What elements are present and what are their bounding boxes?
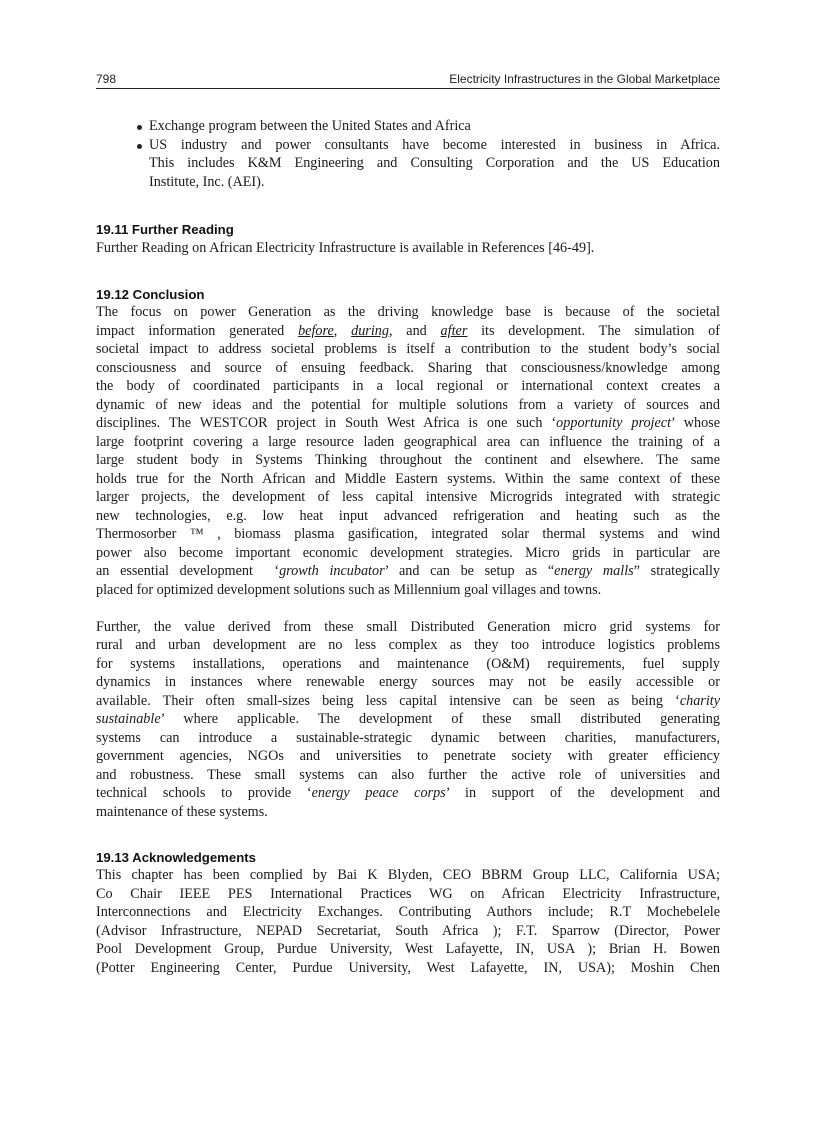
emphasis-charity: charity (679, 693, 720, 709)
paragraph-line: (Potter Engineering Center, Purdue University, West Lafayette, IN, USA); Moshin Chen (96, 960, 720, 976)
paragraph-line: Further, the value derived from these small Distributed Generation micro grid systems for (96, 619, 720, 635)
paragraph-line-emphasis: disciplines. The WESTCOR project in South West Africa is one such ‘opportunity project’ whose (96, 415, 720, 431)
bullet-icon (137, 125, 142, 130)
paragraph-line-emphasis: impact information generated before, during, and after its development. The simulation of (96, 323, 720, 339)
paragraph-line: Further Reading on African Electricity Infrastructure is available in References [46-49]. (96, 240, 595, 256)
paragraph-line: societal impact to address societal problems is itself a contribution to the student body’s social (96, 341, 720, 357)
emphasis-opportunity-project: opportunity project (556, 415, 672, 431)
paragraph-line: systems can introduce a sustainable-strategic dynamic between charities, manufacturers, (96, 730, 720, 746)
paragraph-line: maintenance of these systems. (96, 804, 268, 820)
paragraph-line: power also become important economic development strategies. Micro grids in particular are (96, 545, 720, 561)
paragraph-line: larger projects, the development of less capital intensive Microgrids integrated with strategic (96, 489, 720, 505)
paragraph-line: (Advisor Infrastructure, NEPAD Secretariat, South Africa ); F.T. Sparrow (Director, Power (96, 923, 720, 939)
running-header (96, 71, 720, 89)
paragraph-line-emphasis: available. Their often small-sizes being less capital intensive can be seen as being ‘charity (96, 693, 720, 709)
paragraph-line: Thermosorber ™ , biomass plasma gasification, integrated solar thermal systems and wind (96, 526, 720, 542)
paragraph-line-emphasis: sustainable’ where applicable. The development of these small distributed generating (96, 711, 720, 727)
paragraph-line: Pool Development Group, Purdue University, West Lafayette, IN, USA ); Brian H. Bowen (96, 941, 720, 957)
paragraph-line: holds true for the North African and Middle Eastern systems. Within the same context of these (96, 471, 720, 487)
emphasis-energy-peace-corps: energy peace corps (311, 785, 446, 801)
paragraph-line: and robustness. These small systems can also further the active role of universities and (96, 767, 720, 783)
emphasis-after: after (440, 323, 468, 339)
section-heading-further-reading: 19.11 Further Reading (96, 222, 234, 237)
paragraph-line: large footprint covering a large resource laden geographical area can influence the training of a (96, 434, 720, 450)
bullet-item-line: Institute, Inc. (AEI). (149, 174, 265, 190)
paragraph-line: consciousness and source of ensuing feedback. Sharing that consciousness/knowledge among (96, 360, 720, 376)
paragraph-line: large student body in Systems Thinking throughout the continent and elsewhere. The same (96, 452, 720, 468)
page-number: 798 (96, 72, 117, 86)
emphasis-sustainable: sustainable (96, 711, 161, 727)
paragraph-line: This chapter has been complied by Bai K Blyden, CEO BBRM Group LLC, California USA; (96, 867, 720, 883)
bullet-item-line: This includes K&M Engineering and Consulting Corporation and the US Education (149, 155, 720, 171)
paragraph-line: dynamics in instances where renewable energy sources may not be easily accessible or (96, 674, 720, 690)
bullet-icon (137, 144, 142, 149)
section-heading-conclusion: 19.12 Conclusion (96, 287, 205, 302)
paragraph-line: Interconnections and Electricity Exchanges. Contributing Authors include; R.T Mochebelele (96, 904, 720, 920)
paragraph-line: The focus on power Generation as the driving knowledge base is because of the societal (96, 304, 720, 320)
bullet-item-line: US industry and power consultants have become interested in business in Africa. (149, 137, 720, 153)
paragraph-line: for systems installations, operations and maintenance (O&M) requirements, fuel supply (96, 656, 720, 672)
bullet-item-line: Exchange program between the United States and Africa (149, 118, 471, 134)
paragraph-line: placed for optimized development solutions such as Millennium goal villages and towns. (96, 582, 602, 598)
paragraph-line: the body of coordinated participants in a local regional or international context creates a (96, 378, 720, 394)
emphasis-during: during (351, 323, 389, 339)
emphasis-growth-incubator: growth incubator (279, 563, 385, 579)
paragraph-line: rural and urban development are no less complex as they too introduce logistics problems (96, 637, 720, 653)
running-title: Electricity Infrastructures in the Global Marketplace (449, 72, 720, 86)
paragraph-line: new technologies, e.g. low heat input advanced refrigeration and heating such as the (96, 508, 720, 524)
paragraph-line: dynamic of new ideas and the potential for multiple solutions from a variety of sources and (96, 397, 720, 413)
section-heading-acknowledgements: 19.13 Acknowledgements (96, 850, 257, 865)
paragraph-line: government agencies, NGOs and universities to penetrate society with greater efficiency (96, 748, 720, 764)
paragraph-line: Co Chair IEEE PES International Practices WG on African Electricity Infrastructure, (96, 886, 720, 902)
paragraph-line-emphasis: technical schools to provide ‘energy peace corps’ in support of the development and (96, 785, 720, 801)
emphasis-energy-malls: energy malls (554, 563, 634, 579)
paragraph-line-emphasis: an essential development ‘growth incubator’ and can be setup as “energy malls” strategically (96, 563, 721, 579)
emphasis-before: before (298, 323, 334, 339)
